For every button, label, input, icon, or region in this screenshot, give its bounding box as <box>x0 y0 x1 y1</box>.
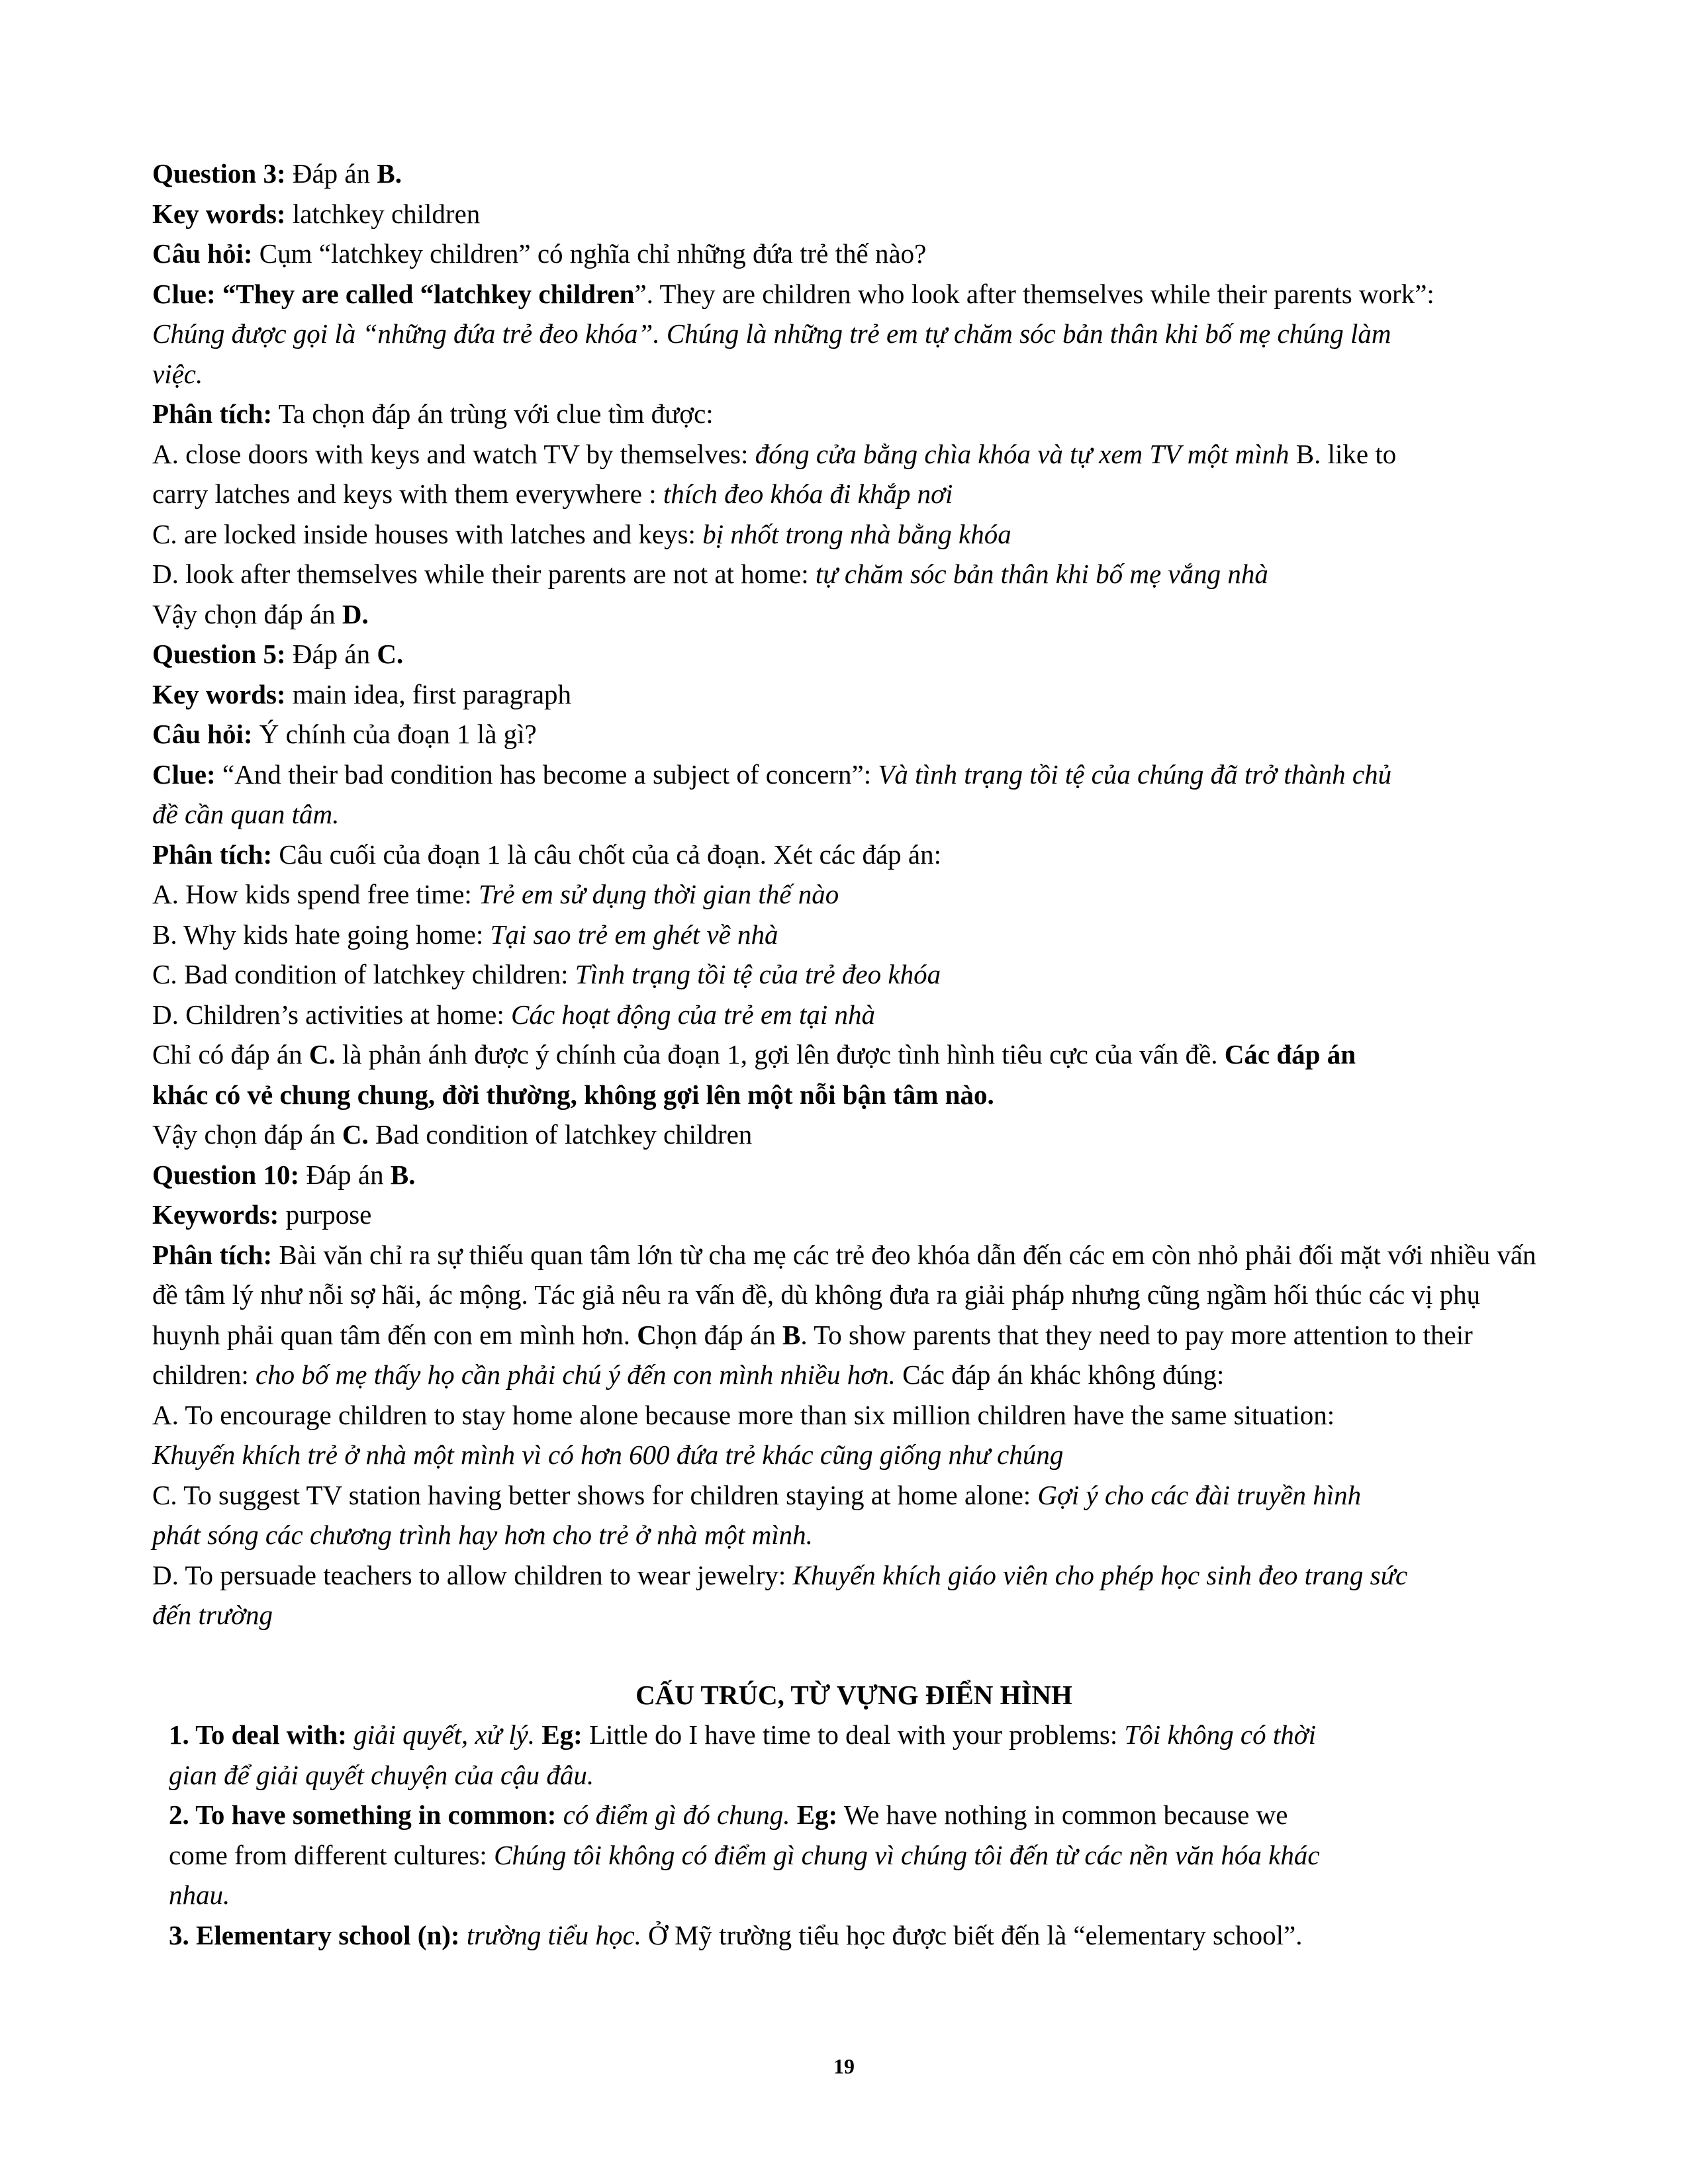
q5-clue: Clue: “And their bad condition has become a subject of concern”: Và tình trạng tồi tệ của chúng đã trở thành chủ <box>152 758 1392 790</box>
q5-option-b: B. Why kids hate going home: Tại sao trẻ em ghét về nhà <box>152 919 778 950</box>
q10-title: Question 10: Đáp án B. <box>152 1159 416 1190</box>
q5-analysis: Phân tích: Câu cuối của đoạn 1 là câu chốt của cả đoạn. Xét các đáp án: <box>152 839 941 870</box>
vocab-item-1: 1. To deal with: giải quyết, xử lý. Eg: Little do I have time to deal with your problems: Tôi không có thời <box>169 1719 1317 1750</box>
q5-question: Câu hỏi: Ý chính của đoạn 1 là gì? <box>152 719 537 749</box>
vocab-item-2: 2. To have something in common: có điểm gì đó chung. Eg: We have nothing in common because we <box>169 1799 1288 1830</box>
q5-note-end: khác có vẻ chung chung, đời thường, không gợi lên một nỗi bận tâm nào. <box>152 1079 994 1110</box>
q3-question: Câu hỏi: Cụm “latchkey children” có nghĩa chỉ những đứa trẻ thế nào? <box>152 238 927 269</box>
q5-title: Question 5: Đáp án C. <box>152 639 404 669</box>
q3-clue-translation: Chúng được gọi là “những đứa trẻ đeo khóa”. Chúng là những trẻ em tự chăm sóc bản thân khi bố mẹ chúng làm <box>152 318 1391 349</box>
q3-analysis: Phân tích: Ta chọn đáp án trùng với clue tìm được: <box>152 398 714 429</box>
q10-option-d: D. To persuade teachers to allow children to wear jewelry: Khuyến khích giáo viên cho phép học sinh đeo trang sức <box>152 1559 1408 1590</box>
q10-option-c: C. To suggest TV station having better shows for children staying at home alone: Gợi ý cho các đài truyền hình <box>152 1479 1362 1510</box>
page-number: 19 <box>833 2054 855 2078</box>
q3-option-d: D. look after themselves while their parents are not at home: tự chăm sóc bản thân khi bố mẹ vắng nhà <box>152 559 1268 589</box>
q10-option-d-translation-end: đến trường <box>152 1600 273 1630</box>
q10-analysis: Phân tích: Bài văn chỉ ra sự thiếu quan tâm lớn từ cha mẹ các trẻ đeo khóa dẫn đến các em còn nhỏ phải đối mặt với nhiều vấn đề tâm lý như nỗi sợ hãi, ác mộng. Tác giả nêu ra vấn đề, dù không đưa ra giải pháp nhưng cũng ngầm hối thúc các vị phụ huynh phải quan tâm đến con em mình hơn. Chọn đáp án B. To show parents that they need to pay more attention to their children: cho bố mẹ thấy họ cần phải chú ý đến con mình nhiều hơn. Các đáp án khác không đúng: <box>152 1239 1536 1390</box>
q5-keywords: Key words: main idea, first paragraph <box>152 678 572 709</box>
q3-conclusion: Vậy chọn đáp án D. <box>152 598 369 629</box>
q3-title: Question 3: Đáp án B. <box>152 158 402 189</box>
q5-note: Chỉ có đáp án C. là phản ánh được ý chính của đoạn 1, gợi lên được tình hình tiêu cực của vấn đề. Các đáp án <box>152 1039 1356 1069</box>
vocab-heading: CẤU TRÚC, TỪ VỰNG ĐIỂN HÌNH <box>635 1679 1072 1710</box>
vocab-item-2-cont: come from different cultures: Chúng tôi không có điểm gì chung vì chúng tôi đến từ các nền văn hóa khác <box>169 1839 1320 1870</box>
vocab-item-1-end: gian để giải quyết chuyện của cậu đâu. <box>169 1759 594 1790</box>
q10-option-a: A. To encourage children to stay home alone because more than six million children have the same situation: <box>152 1399 1335 1430</box>
q5-clue-translation-end: đề cần quan tâm. <box>152 799 340 829</box>
q3-option-b: carry latches and keys with them everywhere : thích đeo khóa đi khắp nơi <box>152 478 953 509</box>
q3-keywords: Key words: latchkey children <box>152 198 481 229</box>
q10-keywords: Keywords: purpose <box>152 1199 372 1230</box>
q5-option-a: A. How kids spend free time: Trẻ em sử dụng thời gian thế nào <box>152 879 839 909</box>
q3-clue-translation-end: việc. <box>152 358 203 389</box>
vocab-item-2-end: nhau. <box>169 1880 230 1910</box>
q10-option-a-translation: Khuyến khích trẻ ở nhà một mình vì có hơn 600 đứa trẻ khác cũng giống như chúng <box>152 1439 1064 1470</box>
q3-option-a: A. close doors with keys and watch TV by themselves: đóng cửa bằng chìa khóa và tự xem TV một mình B. like to <box>152 438 1397 469</box>
vocab-item-3: 3. Elementary school (n): trường tiểu học. Ở Mỹ trường tiểu học được biết đến là “elementary school”. <box>169 1919 1303 1950</box>
document-page <box>152 154 1556 1955</box>
q10-option-c-translation-end: phát sóng các chương trình hay hơn cho trẻ ở nhà một mình. <box>152 1520 813 1550</box>
q3-clue: Clue: “They are called “latchkey children”. They are children who look after themselves while their parents work”: <box>152 278 1434 309</box>
q5-conclusion: Vậy chọn đáp án C. Bad condition of latchkey children <box>152 1119 753 1150</box>
q3-option-c: C. are locked inside houses with latches and keys: bị nhốt trong nhà bằng khóa <box>152 518 1011 549</box>
q5-option-c: C. Bad condition of latchkey children: Tình trạng tồi tệ của trẻ đeo khóa <box>152 959 941 989</box>
q5-option-d: D. Children’s activities at home: Các hoạt động của trẻ em tại nhà <box>152 999 876 1030</box>
